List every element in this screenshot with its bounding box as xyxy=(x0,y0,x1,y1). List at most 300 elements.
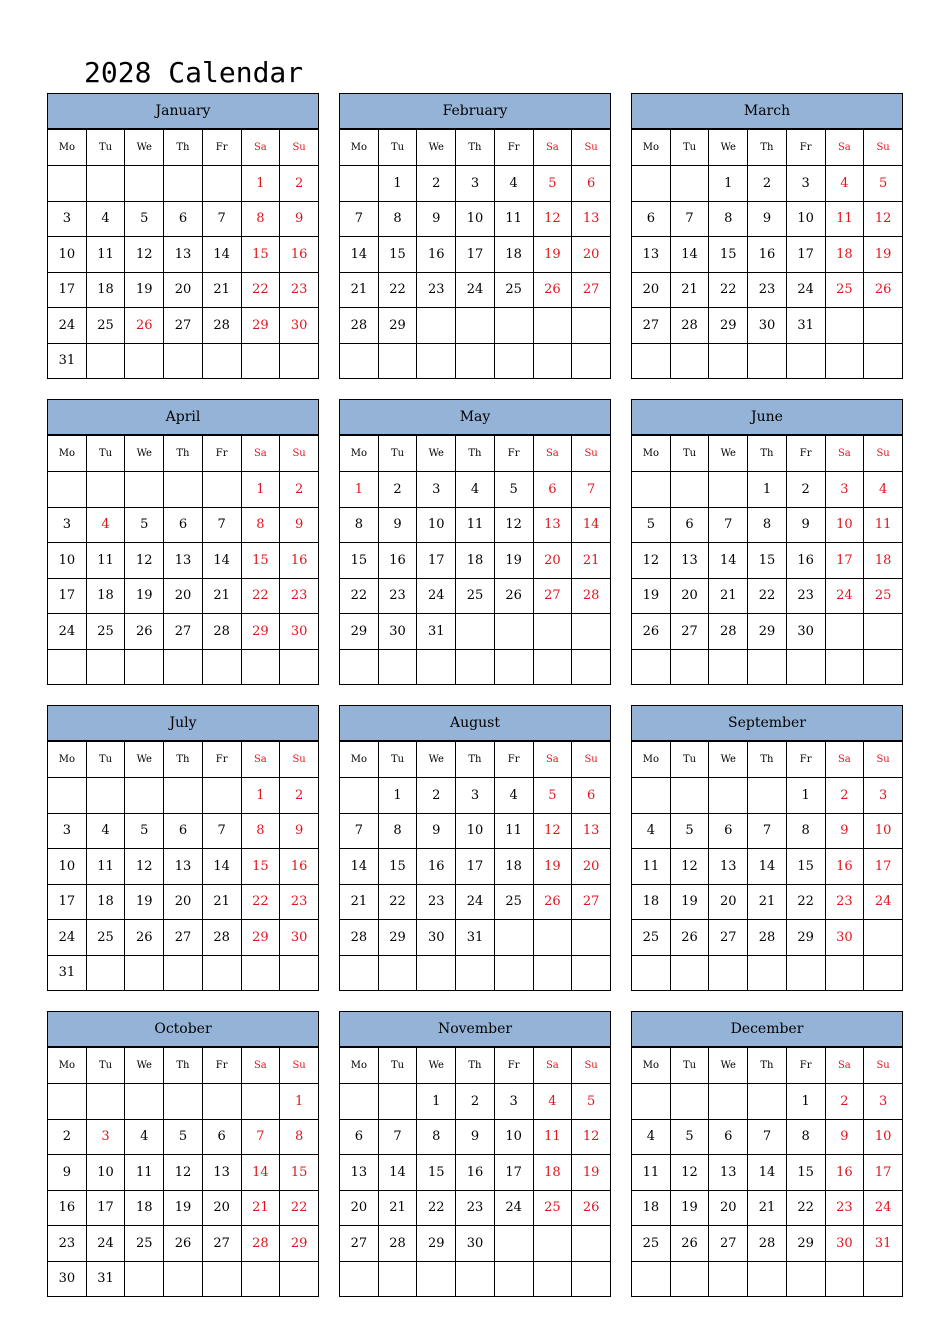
day-cell: 18 xyxy=(632,884,671,920)
weekday-label: Tu xyxy=(378,741,417,778)
empty-cell xyxy=(572,1261,611,1297)
weekday-label: Th xyxy=(748,741,787,778)
week-row xyxy=(48,543,319,579)
month-name: December xyxy=(632,1012,903,1048)
day-cell: 20 xyxy=(572,237,611,273)
empty-cell xyxy=(280,955,319,991)
day-cell: 2 xyxy=(378,472,417,508)
weekday-label: Tu xyxy=(378,129,417,166)
day-cell: 16 xyxy=(280,543,319,579)
day-cell: 10 xyxy=(456,813,495,849)
day-cell: 25 xyxy=(533,1190,572,1226)
day-cell: 29 xyxy=(280,1226,319,1262)
day-cell: 12 xyxy=(125,543,164,579)
month-table xyxy=(339,93,611,379)
empty-cell xyxy=(494,343,533,379)
empty-cell xyxy=(864,1261,903,1297)
day-cell: 6 xyxy=(572,778,611,814)
day-cell: 17 xyxy=(864,1155,903,1191)
day-cell: 26 xyxy=(533,884,572,920)
day-cell: 4 xyxy=(86,201,125,237)
empty-cell xyxy=(825,649,864,685)
week-row xyxy=(632,1155,903,1191)
month-table xyxy=(631,93,903,379)
empty-cell xyxy=(825,1261,864,1297)
month-january xyxy=(47,93,319,377)
day-cell: 6 xyxy=(572,166,611,202)
day-cell: 17 xyxy=(786,237,825,273)
day-cell: 3 xyxy=(825,472,864,508)
weekday-label: Mo xyxy=(48,129,87,166)
weekday-label: Fr xyxy=(202,435,241,472)
day-cell: 14 xyxy=(748,1155,787,1191)
weekday-label: Fr xyxy=(202,1047,241,1084)
month-name: April xyxy=(48,400,319,436)
weekday-label: Th xyxy=(456,129,495,166)
day-cell: 7 xyxy=(340,813,379,849)
day-cell: 21 xyxy=(748,1190,787,1226)
day-cell: 21 xyxy=(340,884,379,920)
day-cell: 15 xyxy=(378,237,417,273)
week-row xyxy=(340,272,611,308)
empty-cell xyxy=(864,308,903,344)
empty-cell xyxy=(670,472,709,508)
weekday-label: Th xyxy=(164,129,203,166)
day-cell: 12 xyxy=(164,1155,203,1191)
day-cell: 4 xyxy=(632,1119,671,1155)
week-row xyxy=(340,1119,611,1155)
empty-cell xyxy=(748,343,787,379)
day-cell: 12 xyxy=(632,543,671,579)
empty-cell xyxy=(456,343,495,379)
weekday-label: Th xyxy=(164,435,203,472)
empty-cell xyxy=(825,955,864,991)
week-row xyxy=(340,1190,611,1226)
empty-cell xyxy=(494,649,533,685)
day-cell: 29 xyxy=(241,614,280,650)
day-cell: 2 xyxy=(280,472,319,508)
empty-cell xyxy=(572,343,611,379)
empty-cell xyxy=(202,955,241,991)
day-cell: 10 xyxy=(825,507,864,543)
weekday-label: Tu xyxy=(378,435,417,472)
weekday-label: Sa xyxy=(533,129,572,166)
day-cell: 11 xyxy=(86,543,125,579)
month-name: July xyxy=(48,706,319,742)
week-row xyxy=(340,472,611,508)
empty-cell xyxy=(202,166,241,202)
day-cell: 12 xyxy=(533,201,572,237)
week-row xyxy=(48,507,319,543)
weekday-label: Sa xyxy=(533,435,572,472)
day-cell: 4 xyxy=(632,813,671,849)
month-name: June xyxy=(632,400,903,436)
weekday-label: Mo xyxy=(340,435,379,472)
week-row xyxy=(48,578,319,614)
week-row xyxy=(632,578,903,614)
day-cell: 12 xyxy=(125,237,164,273)
empty-cell xyxy=(125,166,164,202)
day-cell: 23 xyxy=(825,884,864,920)
day-cell: 11 xyxy=(632,849,671,885)
day-cell: 25 xyxy=(86,920,125,956)
day-cell: 16 xyxy=(748,237,787,273)
day-cell: 6 xyxy=(670,507,709,543)
month-table xyxy=(47,93,319,379)
day-cell: 13 xyxy=(670,543,709,579)
weekday-label: Th xyxy=(456,435,495,472)
day-cell: 22 xyxy=(280,1190,319,1226)
day-cell: 22 xyxy=(417,1190,456,1226)
weekday-label: Th xyxy=(164,1047,203,1084)
week-row xyxy=(632,472,903,508)
empty-cell xyxy=(164,778,203,814)
day-cell: 4 xyxy=(494,778,533,814)
week-row xyxy=(632,1261,903,1297)
day-cell: 5 xyxy=(670,813,709,849)
day-cell: 31 xyxy=(86,1261,125,1297)
empty-cell xyxy=(748,1261,787,1297)
empty-cell xyxy=(670,955,709,991)
day-cell: 7 xyxy=(709,507,748,543)
empty-cell xyxy=(48,472,87,508)
day-cell: 1 xyxy=(748,472,787,508)
day-cell: 16 xyxy=(378,543,417,579)
day-cell: 23 xyxy=(825,1190,864,1226)
day-cell: 30 xyxy=(825,920,864,956)
month-july xyxy=(47,705,319,989)
month-table xyxy=(47,399,319,685)
day-cell: 14 xyxy=(202,237,241,273)
day-cell: 7 xyxy=(241,1119,280,1155)
week-row xyxy=(340,920,611,956)
day-cell: 30 xyxy=(280,920,319,956)
day-cell: 5 xyxy=(632,507,671,543)
day-cell: 30 xyxy=(456,1226,495,1262)
day-cell: 16 xyxy=(417,849,456,885)
day-cell: 24 xyxy=(48,614,87,650)
weekday-label: We xyxy=(709,1047,748,1084)
empty-cell xyxy=(378,955,417,991)
day-cell: 23 xyxy=(280,272,319,308)
day-cell: 5 xyxy=(125,201,164,237)
day-cell: 19 xyxy=(533,849,572,885)
empty-cell xyxy=(864,955,903,991)
empty-cell xyxy=(572,920,611,956)
empty-cell xyxy=(533,1226,572,1262)
day-cell: 2 xyxy=(825,778,864,814)
day-cell: 11 xyxy=(456,507,495,543)
day-cell: 20 xyxy=(340,1190,379,1226)
empty-cell xyxy=(632,649,671,685)
empty-cell xyxy=(709,778,748,814)
day-cell: 14 xyxy=(670,237,709,273)
day-cell: 12 xyxy=(494,507,533,543)
empty-cell xyxy=(202,1084,241,1120)
weekday-label: Su xyxy=(864,435,903,472)
day-cell: 9 xyxy=(48,1155,87,1191)
day-cell: 17 xyxy=(456,849,495,885)
day-cell: 9 xyxy=(280,201,319,237)
day-cell: 2 xyxy=(456,1084,495,1120)
day-cell: 31 xyxy=(456,920,495,956)
day-cell: 25 xyxy=(632,1226,671,1262)
empty-cell xyxy=(864,649,903,685)
empty-cell xyxy=(494,614,533,650)
day-cell: 21 xyxy=(378,1190,417,1226)
week-row xyxy=(340,201,611,237)
empty-cell xyxy=(572,649,611,685)
day-cell: 30 xyxy=(417,920,456,956)
day-cell: 8 xyxy=(241,813,280,849)
week-row xyxy=(632,920,903,956)
day-cell: 16 xyxy=(280,849,319,885)
weekday-label: We xyxy=(709,741,748,778)
day-cell: 27 xyxy=(533,578,572,614)
weekday-label: Mo xyxy=(340,741,379,778)
day-cell: 3 xyxy=(864,1084,903,1120)
day-cell: 27 xyxy=(572,884,611,920)
week-row xyxy=(632,272,903,308)
week-row xyxy=(632,543,903,579)
week-row xyxy=(340,343,611,379)
day-cell: 9 xyxy=(280,813,319,849)
day-cell: 21 xyxy=(670,272,709,308)
week-row xyxy=(340,1155,611,1191)
empty-cell xyxy=(164,166,203,202)
weekday-label: Su xyxy=(864,129,903,166)
day-cell: 8 xyxy=(417,1119,456,1155)
day-cell: 24 xyxy=(48,920,87,956)
day-cell: 27 xyxy=(164,920,203,956)
weekday-label: Tu xyxy=(86,741,125,778)
empty-cell xyxy=(86,472,125,508)
day-cell: 13 xyxy=(164,849,203,885)
day-cell: 1 xyxy=(709,166,748,202)
empty-cell xyxy=(48,1084,87,1120)
day-cell: 31 xyxy=(48,955,87,991)
weekday-label: Sa xyxy=(825,741,864,778)
week-row xyxy=(632,1190,903,1226)
week-row xyxy=(340,543,611,579)
day-cell: 13 xyxy=(572,813,611,849)
day-cell: 4 xyxy=(494,166,533,202)
day-cell: 20 xyxy=(164,272,203,308)
day-cell: 12 xyxy=(533,813,572,849)
day-cell: 29 xyxy=(709,308,748,344)
weekday-label: Sa xyxy=(241,129,280,166)
day-cell: 7 xyxy=(340,201,379,237)
day-cell: 20 xyxy=(670,578,709,614)
empty-cell xyxy=(786,1261,825,1297)
day-cell: 15 xyxy=(378,849,417,885)
weekday-label: Sa xyxy=(533,1047,572,1084)
weekday-label: Mo xyxy=(48,435,87,472)
day-cell: 3 xyxy=(456,778,495,814)
empty-cell xyxy=(164,649,203,685)
day-cell: 14 xyxy=(709,543,748,579)
day-cell: 25 xyxy=(825,272,864,308)
day-cell: 25 xyxy=(864,578,903,614)
day-cell: 9 xyxy=(825,1119,864,1155)
month-table xyxy=(339,705,611,991)
weekday-label: Fr xyxy=(786,741,825,778)
weekday-label: Su xyxy=(864,1047,903,1084)
empty-cell xyxy=(572,955,611,991)
day-cell: 24 xyxy=(864,884,903,920)
empty-cell xyxy=(572,1226,611,1262)
empty-cell xyxy=(340,778,379,814)
empty-cell xyxy=(241,343,280,379)
day-cell: 1 xyxy=(241,472,280,508)
week-row xyxy=(48,614,319,650)
day-cell: 15 xyxy=(241,849,280,885)
day-cell: 8 xyxy=(241,201,280,237)
day-cell: 18 xyxy=(632,1190,671,1226)
empty-cell xyxy=(340,1261,379,1297)
day-cell: 7 xyxy=(572,472,611,508)
empty-cell xyxy=(164,955,203,991)
day-cell: 12 xyxy=(572,1119,611,1155)
weekday-label: Tu xyxy=(378,1047,417,1084)
weekday-label: Sa xyxy=(825,129,864,166)
empty-cell xyxy=(340,166,379,202)
month-table xyxy=(339,399,611,685)
weekday-label: Fr xyxy=(494,741,533,778)
day-cell: 10 xyxy=(48,543,87,579)
day-cell: 2 xyxy=(417,166,456,202)
day-cell: 7 xyxy=(670,201,709,237)
day-cell: 10 xyxy=(48,849,87,885)
day-cell: 25 xyxy=(456,578,495,614)
day-cell: 9 xyxy=(748,201,787,237)
empty-cell xyxy=(494,955,533,991)
week-row xyxy=(632,201,903,237)
weekday-label: Mo xyxy=(340,129,379,166)
day-cell: 25 xyxy=(494,272,533,308)
weekday-label: Mo xyxy=(632,129,671,166)
day-cell: 28 xyxy=(340,920,379,956)
day-cell: 26 xyxy=(670,1226,709,1262)
day-cell: 23 xyxy=(748,272,787,308)
weekday-label: Mo xyxy=(632,741,671,778)
day-cell: 6 xyxy=(164,201,203,237)
month-table xyxy=(631,399,903,685)
empty-cell xyxy=(417,955,456,991)
day-cell: 18 xyxy=(494,849,533,885)
weekday-label: Th xyxy=(456,741,495,778)
day-cell: 5 xyxy=(125,507,164,543)
week-row xyxy=(632,1119,903,1155)
empty-cell xyxy=(632,166,671,202)
day-cell: 21 xyxy=(241,1190,280,1226)
day-cell: 31 xyxy=(864,1226,903,1262)
weekday-label: Sa xyxy=(825,435,864,472)
day-cell: 3 xyxy=(48,507,87,543)
empty-cell xyxy=(456,1261,495,1297)
day-cell: 5 xyxy=(494,472,533,508)
empty-cell xyxy=(378,649,417,685)
day-cell: 10 xyxy=(456,201,495,237)
empty-cell xyxy=(670,343,709,379)
week-row xyxy=(340,614,611,650)
day-cell: 16 xyxy=(417,237,456,273)
day-cell: 31 xyxy=(48,343,87,379)
day-cell: 26 xyxy=(670,920,709,956)
day-cell: 9 xyxy=(280,507,319,543)
day-cell: 20 xyxy=(709,1190,748,1226)
day-cell: 3 xyxy=(494,1084,533,1120)
day-cell: 25 xyxy=(86,308,125,344)
day-cell: 13 xyxy=(709,1155,748,1191)
week-row xyxy=(340,308,611,344)
weekday-label: Tu xyxy=(86,1047,125,1084)
day-cell: 12 xyxy=(670,1155,709,1191)
day-cell: 30 xyxy=(786,614,825,650)
day-cell: 18 xyxy=(864,543,903,579)
day-cell: 20 xyxy=(572,849,611,885)
weekday-label: Tu xyxy=(670,435,709,472)
empty-cell xyxy=(533,343,572,379)
day-cell: 30 xyxy=(825,1226,864,1262)
day-cell: 15 xyxy=(241,543,280,579)
month-name: January xyxy=(48,94,319,130)
day-cell: 28 xyxy=(572,578,611,614)
empty-cell xyxy=(456,649,495,685)
day-cell: 5 xyxy=(164,1119,203,1155)
day-cell: 3 xyxy=(48,813,87,849)
empty-cell xyxy=(709,649,748,685)
day-cell: 27 xyxy=(709,920,748,956)
empty-cell xyxy=(125,343,164,379)
day-cell: 17 xyxy=(48,272,87,308)
weekday-label: We xyxy=(417,435,456,472)
week-row xyxy=(48,649,319,685)
day-cell: 4 xyxy=(86,813,125,849)
day-cell: 30 xyxy=(280,614,319,650)
empty-cell xyxy=(456,614,495,650)
day-cell: 26 xyxy=(632,614,671,650)
weekday-label: Tu xyxy=(86,435,125,472)
day-cell: 5 xyxy=(670,1119,709,1155)
week-row xyxy=(632,1226,903,1262)
weekday-label: Th xyxy=(164,741,203,778)
day-cell: 26 xyxy=(125,614,164,650)
weekday-label: Fr xyxy=(202,129,241,166)
empty-cell xyxy=(786,649,825,685)
day-cell: 11 xyxy=(86,849,125,885)
weekday-label: Th xyxy=(748,1047,787,1084)
week-row xyxy=(340,955,611,991)
week-row xyxy=(632,778,903,814)
day-cell: 23 xyxy=(417,272,456,308)
day-cell: 16 xyxy=(786,543,825,579)
week-row xyxy=(632,884,903,920)
day-cell: 11 xyxy=(533,1119,572,1155)
day-cell: 10 xyxy=(417,507,456,543)
weekday-label: Su xyxy=(864,741,903,778)
day-cell: 29 xyxy=(340,614,379,650)
empty-cell xyxy=(670,778,709,814)
day-cell: 24 xyxy=(786,272,825,308)
empty-cell xyxy=(340,649,379,685)
day-cell: 17 xyxy=(86,1190,125,1226)
empty-cell xyxy=(825,308,864,344)
empty-cell xyxy=(533,1261,572,1297)
week-row xyxy=(48,813,319,849)
empty-cell xyxy=(241,955,280,991)
day-cell: 15 xyxy=(417,1155,456,1191)
